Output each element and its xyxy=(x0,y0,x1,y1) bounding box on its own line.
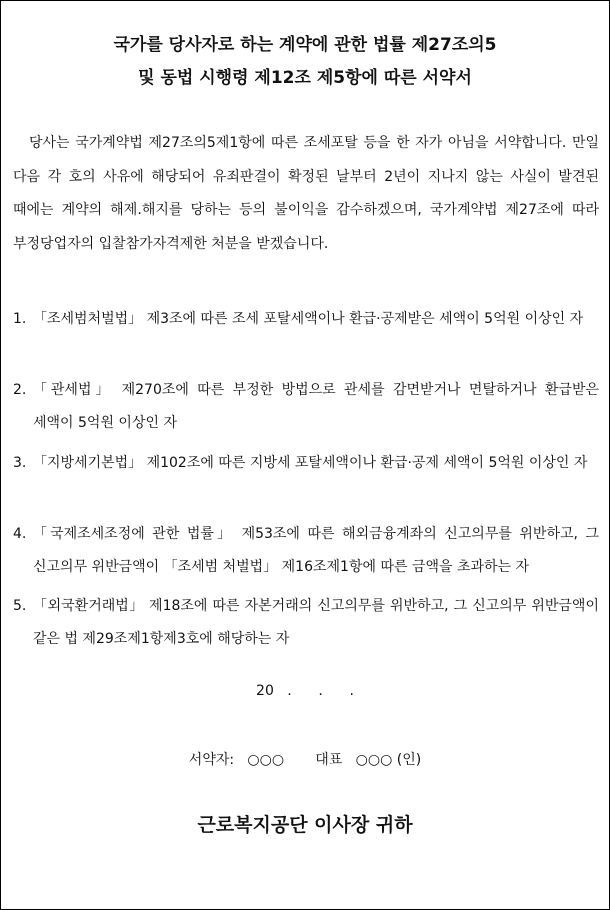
list-item xyxy=(13,303,599,336)
item-number: 5. xyxy=(13,598,27,614)
list-item xyxy=(13,590,599,656)
document-title xyxy=(1,29,609,95)
item-text: 「조세범처벌법」 제3조에 따른 조세 포탈세액이나 환급·공제받은 세액이 5억원 이상인 자 xyxy=(33,311,584,327)
list-item xyxy=(13,374,599,440)
list-item xyxy=(13,447,599,480)
intro-paragraph: 당사는 국가계약법 제27조의5제1항에 따른 조세포탈 등을 한 자가 아님을 서약합니다. 만일 다음 각 호의 사유에 해당되어 유죄판결이 확정된 날부터 2년이 지나지 않는 사실이 발견된 때에는 계약의 해제․해지를 당하는 등의 불이익을 감수하겠으며, 국가계약법 제27조에 따라 부정당업자의 입찰참가자격제한 처분을 받겠습니다. xyxy=(13,135,599,252)
item-number: 1. xyxy=(13,311,27,327)
date-line: 20 . . . xyxy=(256,683,354,699)
item-number: 3. xyxy=(13,455,27,471)
title-line-1: 국가를 당사자로 하는 계약에 관한 법률 제27조의5 xyxy=(113,35,497,55)
item-number: 2. xyxy=(13,382,27,398)
signer-line: 서약자: ○○○ 대표 ○○○ (인) xyxy=(188,752,422,768)
recipient: 근로복지공단 이사장 귀하 xyxy=(197,814,413,836)
item-text: 「외국환거래법」 제18조에 따른 자본거래의 신고의무를 위반하고, 그 신고의무 위반금액이 같은 법 제29조제1항제3호에 해당하는 자 xyxy=(33,598,599,647)
list-item xyxy=(13,518,599,584)
item-text: 「관세법」 제270조에 따른 부정한 방법으로 관세를 감면받거나 면탈하거나 환급받은 세액이 5억원 이상인 자 xyxy=(33,382,599,431)
item-text: 「국제조세조정에 관한 법률」 제53조에 따른 해외금융계좌의 신고의무를 위반하고, 그 신고의무 위반금액이 「조세범 처벌법」 제16조제1항에 따른 금액을 초과하는 자 xyxy=(33,526,599,575)
item-number: 4. xyxy=(13,526,27,542)
title-line-2: 및 동법 시행령 제12조 제5항에 따른 서약서 xyxy=(138,68,472,88)
item-text: 「지방세기본법」 제102조에 따른 지방세 포탈세액이나 환급·공제 세액이 5억원 이상인 자 xyxy=(33,455,588,471)
